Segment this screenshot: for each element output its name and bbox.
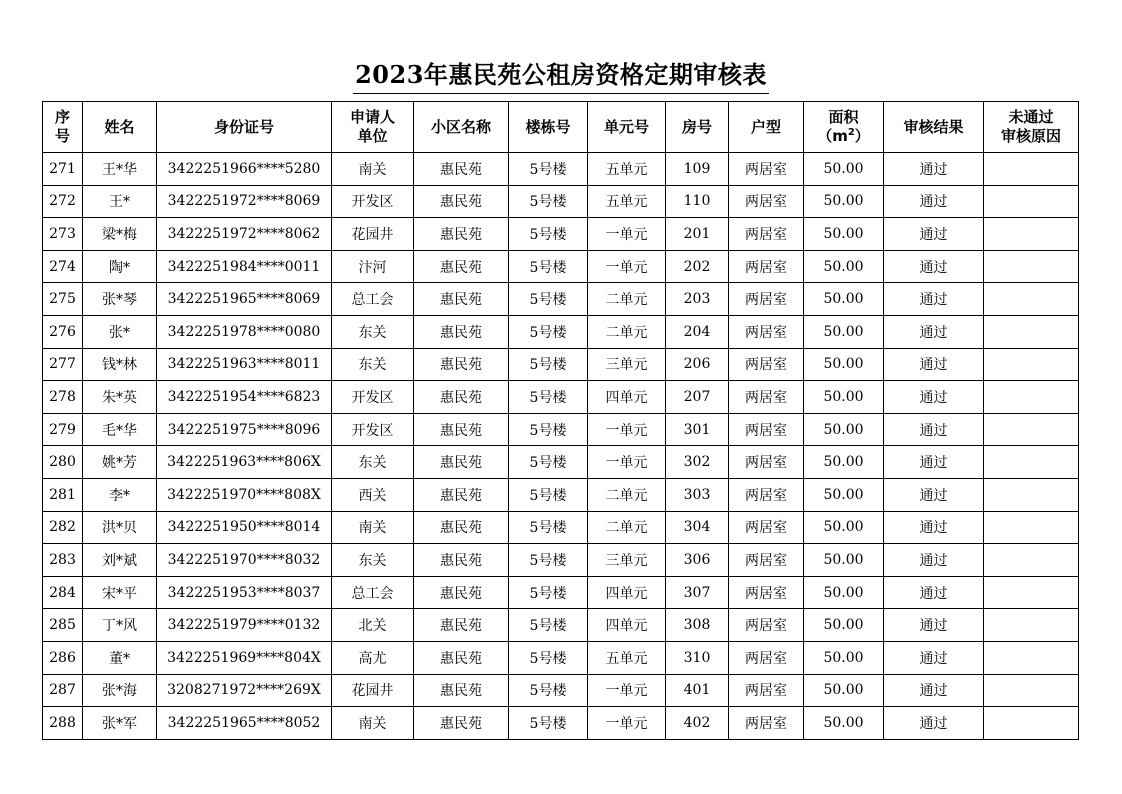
cell-name: 丁*风 — [83, 609, 157, 642]
cell-id-number: 3422251978****0080 — [157, 315, 332, 348]
table-row — [43, 283, 1079, 316]
cell-room: 402 — [666, 707, 729, 740]
cell-id-number: 3208271972****269X — [157, 674, 332, 707]
cell-id-number: 3422251972****8069 — [157, 185, 332, 218]
cell-area: 50.00 — [804, 609, 884, 642]
cell-unit: 东关 — [332, 315, 414, 348]
cell-unit-no: 五单元 — [588, 641, 666, 674]
cell-unit: 汴河 — [332, 250, 414, 283]
header-area-line2 — [804, 127, 883, 146]
cell-id-number: 3422251970****8032 — [157, 544, 332, 577]
cell-seq: 288 — [43, 707, 83, 740]
header-seq — [43, 102, 83, 153]
cell-name: 姚*芳 — [83, 446, 157, 479]
cell-name: 董* — [83, 641, 157, 674]
cell-room: 306 — [666, 544, 729, 577]
cell-building: 5号楼 — [509, 250, 588, 283]
table-body — [43, 153, 1079, 740]
cell-room: 304 — [666, 511, 729, 544]
cell-name: 刘*斌 — [83, 544, 157, 577]
header-unit-line1: 申请人 — [349, 108, 395, 126]
cell-room: 201 — [666, 218, 729, 251]
cell-unit: 北关 — [332, 609, 414, 642]
cell-building: 5号楼 — [509, 185, 588, 218]
cell-house-type: 两居室 — [729, 446, 804, 479]
cell-unit: 总工会 — [332, 283, 414, 316]
cell-seq: 271 — [43, 153, 83, 186]
header-unit-no: 单元号 — [588, 102, 666, 153]
cell-unit: 高尤 — [332, 641, 414, 674]
cell-reason — [984, 544, 1079, 577]
cell-reason — [984, 153, 1079, 186]
cell-name: 张* — [83, 315, 157, 348]
cell-reason — [984, 413, 1079, 446]
cell-reason — [984, 576, 1079, 609]
cell-building: 5号楼 — [509, 283, 588, 316]
cell-area: 50.00 — [804, 315, 884, 348]
cell-room: 206 — [666, 348, 729, 381]
cell-unit-no: 三单元 — [588, 348, 666, 381]
cell-building: 5号楼 — [509, 641, 588, 674]
table-row — [43, 381, 1079, 414]
cell-room: 109 — [666, 153, 729, 186]
cell-name: 李* — [83, 478, 157, 511]
cell-result: 通过 — [884, 544, 984, 577]
header-result: 审核结果 — [884, 102, 984, 153]
cell-building: 5号楼 — [509, 576, 588, 609]
cell-community: 惠民苑 — [414, 315, 509, 348]
cell-reason — [984, 511, 1079, 544]
cell-building: 5号楼 — [509, 348, 588, 381]
cell-unit-no: 二单元 — [588, 478, 666, 511]
cell-name: 陶* — [83, 250, 157, 283]
cell-building: 5号楼 — [509, 218, 588, 251]
cell-name: 毛*华 — [83, 413, 157, 446]
cell-name: 张*军 — [83, 707, 157, 740]
cell-seq: 275 — [43, 283, 83, 316]
cell-id-number: 3422251963****8011 — [157, 348, 332, 381]
cell-reason — [984, 381, 1079, 414]
header-reason — [984, 102, 1079, 153]
cell-id-number: 3422251984****0011 — [157, 250, 332, 283]
cell-seq: 282 — [43, 511, 83, 544]
cell-area: 50.00 — [804, 544, 884, 577]
header-area-close: ） — [854, 127, 870, 145]
cell-house-type: 两居室 — [729, 609, 804, 642]
cell-unit: 花园井 — [332, 218, 414, 251]
cell-community: 惠民苑 — [414, 283, 509, 316]
cell-room: 308 — [666, 609, 729, 642]
cell-name: 朱*英 — [83, 381, 157, 414]
cell-area: 50.00 — [804, 511, 884, 544]
cell-reason — [984, 707, 1079, 740]
cell-result: 通过 — [884, 283, 984, 316]
cell-room: 203 — [666, 283, 729, 316]
cell-id-number: 3422251979****0132 — [157, 609, 332, 642]
cell-id-number: 3422251950****8014 — [157, 511, 332, 544]
cell-result: 通过 — [884, 315, 984, 348]
cell-seq: 281 — [43, 478, 83, 511]
cell-house-type: 两居室 — [729, 315, 804, 348]
cell-area: 50.00 — [804, 674, 884, 707]
cell-room: 202 — [666, 250, 729, 283]
cell-area: 50.00 — [804, 641, 884, 674]
cell-result: 通过 — [884, 511, 984, 544]
cell-result: 通过 — [884, 348, 984, 381]
cell-reason — [984, 641, 1079, 674]
cell-name: 张*海 — [83, 674, 157, 707]
header-row — [43, 102, 1079, 153]
cell-community: 惠民苑 — [414, 446, 509, 479]
cell-community: 惠民苑 — [414, 185, 509, 218]
cell-area: 50.00 — [804, 348, 884, 381]
cell-reason — [984, 609, 1079, 642]
cell-result: 通过 — [884, 609, 984, 642]
cell-seq: 278 — [43, 381, 83, 414]
cell-seq: 274 — [43, 250, 83, 283]
header-house-type: 户型 — [729, 102, 804, 153]
cell-seq: 283 — [43, 544, 83, 577]
cell-unit-no: 五单元 — [588, 185, 666, 218]
cell-name: 洪*贝 — [83, 511, 157, 544]
cell-reason — [984, 185, 1079, 218]
cell-building: 5号楼 — [509, 544, 588, 577]
cell-unit: 总工会 — [332, 576, 414, 609]
cell-id-number: 3422251963****806X — [157, 446, 332, 479]
cell-area: 50.00 — [804, 478, 884, 511]
table-row — [43, 641, 1079, 674]
cell-community: 惠民苑 — [414, 641, 509, 674]
cell-seq: 284 — [43, 576, 83, 609]
cell-unit: 开发区 — [332, 381, 414, 414]
cell-name: 钱*林 — [83, 348, 157, 381]
header-building: 楼栋号 — [509, 102, 588, 153]
cell-result: 通过 — [884, 641, 984, 674]
header-seq-line1: 序 — [54, 108, 70, 126]
cell-building: 5号楼 — [509, 478, 588, 511]
header-community: 小区名称 — [414, 102, 509, 153]
cell-unit: 南关 — [332, 511, 414, 544]
cell-building: 5号楼 — [509, 446, 588, 479]
table-row — [43, 576, 1079, 609]
table-row — [43, 185, 1079, 218]
header-id-number: 身份证号 — [157, 102, 332, 153]
cell-room: 310 — [666, 641, 729, 674]
cell-area: 50.00 — [804, 381, 884, 414]
cell-name: 梁*梅 — [83, 218, 157, 251]
cell-house-type: 两居室 — [729, 250, 804, 283]
cell-reason — [984, 446, 1079, 479]
cell-community: 惠民苑 — [414, 218, 509, 251]
cell-room: 307 — [666, 576, 729, 609]
cell-building: 5号楼 — [509, 413, 588, 446]
cell-area: 50.00 — [804, 250, 884, 283]
cell-unit: 南关 — [332, 153, 414, 186]
header-unit-line2: 单位 — [357, 127, 388, 145]
cell-community: 惠民苑 — [414, 707, 509, 740]
table-row — [43, 511, 1079, 544]
cell-seq: 276 — [43, 315, 83, 348]
cell-id-number: 3422251975****8096 — [157, 413, 332, 446]
cell-unit: 东关 — [332, 544, 414, 577]
page-title — [0, 58, 1122, 94]
cell-seq: 285 — [43, 609, 83, 642]
cell-unit: 开发区 — [332, 413, 414, 446]
cell-unit-no: 二单元 — [588, 315, 666, 348]
cell-seq: 280 — [43, 446, 83, 479]
cell-area: 50.00 — [804, 283, 884, 316]
cell-seq: 277 — [43, 348, 83, 381]
cell-room: 204 — [666, 315, 729, 348]
cell-reason — [984, 315, 1079, 348]
cell-unit: 西关 — [332, 478, 414, 511]
header-reason-line1: 未通过 — [1008, 108, 1054, 126]
table-row — [43, 707, 1079, 740]
cell-id-number: 3422251969****804X — [157, 641, 332, 674]
cell-unit-no: 二单元 — [588, 511, 666, 544]
cell-unit-no: 四单元 — [588, 381, 666, 414]
header-name: 姓名 — [83, 102, 157, 153]
header-area — [804, 102, 884, 153]
table-row — [43, 315, 1079, 348]
cell-name: 王*华 — [83, 153, 157, 186]
cell-unit-no: 四单元 — [588, 609, 666, 642]
title-text: 2023年惠民苑公租房资格定期审核表 — [353, 58, 769, 94]
cell-result: 通过 — [884, 707, 984, 740]
cell-unit-no: 三单元 — [588, 544, 666, 577]
cell-name: 张*琴 — [83, 283, 157, 316]
cell-community: 惠民苑 — [414, 576, 509, 609]
cell-community: 惠民苑 — [414, 544, 509, 577]
table-row — [43, 218, 1079, 251]
table-row — [43, 446, 1079, 479]
cell-reason — [984, 250, 1079, 283]
cell-house-type: 两居室 — [729, 641, 804, 674]
table-row — [43, 348, 1079, 381]
cell-area: 50.00 — [804, 576, 884, 609]
table-row — [43, 413, 1079, 446]
cell-seq: 286 — [43, 641, 83, 674]
cell-building: 5号楼 — [509, 511, 588, 544]
cell-community: 惠民苑 — [414, 413, 509, 446]
cell-house-type: 两居室 — [729, 576, 804, 609]
cell-id-number: 3422251953****8037 — [157, 576, 332, 609]
cell-community: 惠民苑 — [414, 478, 509, 511]
cell-result: 通过 — [884, 576, 984, 609]
cell-building: 5号楼 — [509, 609, 588, 642]
cell-building: 5号楼 — [509, 315, 588, 348]
cell-area: 50.00 — [804, 185, 884, 218]
cell-name: 宋*平 — [83, 576, 157, 609]
cell-house-type: 两居室 — [729, 283, 804, 316]
table-row — [43, 153, 1079, 186]
cell-unit-no: 二单元 — [588, 283, 666, 316]
cell-building: 5号楼 — [509, 153, 588, 186]
cell-unit-no: 一单元 — [588, 707, 666, 740]
table-row — [43, 609, 1079, 642]
cell-house-type: 两居室 — [729, 707, 804, 740]
table-row — [43, 478, 1079, 511]
header-reason-line2: 审核原因 — [1000, 127, 1061, 145]
table-header — [43, 102, 1079, 153]
cell-house-type: 两居室 — [729, 674, 804, 707]
cell-unit-no: 一单元 — [588, 446, 666, 479]
cell-community: 惠民苑 — [414, 153, 509, 186]
cell-house-type: 两居室 — [729, 185, 804, 218]
cell-community: 惠民苑 — [414, 674, 509, 707]
cell-area: 50.00 — [804, 413, 884, 446]
cell-room: 302 — [666, 446, 729, 479]
cell-result: 通过 — [884, 478, 984, 511]
cell-seq: 287 — [43, 674, 83, 707]
cell-unit-no: 一单元 — [588, 674, 666, 707]
header-area-unit: （m — [817, 127, 848, 145]
cell-name: 王* — [83, 185, 157, 218]
table-row — [43, 250, 1079, 283]
cell-reason — [984, 218, 1079, 251]
cell-id-number: 3422251965****8069 — [157, 283, 332, 316]
cell-unit: 花园井 — [332, 674, 414, 707]
cell-house-type: 两居室 — [729, 381, 804, 414]
header-seq-line2: 号 — [54, 127, 70, 145]
cell-result: 通过 — [884, 381, 984, 414]
table-row — [43, 544, 1079, 577]
cell-room: 207 — [666, 381, 729, 414]
cell-unit: 开发区 — [332, 185, 414, 218]
cell-id-number: 3422251970****808X — [157, 478, 332, 511]
cell-community: 惠民苑 — [414, 511, 509, 544]
cell-area: 50.00 — [804, 446, 884, 479]
cell-building: 5号楼 — [509, 707, 588, 740]
cell-seq: 279 — [43, 413, 83, 446]
cell-id-number: 3422251966****5280 — [157, 153, 332, 186]
cell-seq: 272 — [43, 185, 83, 218]
cell-reason — [984, 348, 1079, 381]
cell-room: 303 — [666, 478, 729, 511]
cell-result: 通过 — [884, 446, 984, 479]
cell-result: 通过 — [884, 185, 984, 218]
cell-id-number: 3422251972****8062 — [157, 218, 332, 251]
cell-unit: 东关 — [332, 348, 414, 381]
cell-house-type: 两居室 — [729, 218, 804, 251]
cell-id-number: 3422251965****8052 — [157, 707, 332, 740]
cell-community: 惠民苑 — [414, 609, 509, 642]
cell-building: 5号楼 — [509, 674, 588, 707]
cell-area: 50.00 — [804, 707, 884, 740]
header-area-sup: 2 — [847, 127, 855, 138]
header-area-line1: 面积 — [828, 108, 859, 126]
cell-unit-no: 一单元 — [588, 413, 666, 446]
cell-seq: 273 — [43, 218, 83, 251]
cell-house-type: 两居室 — [729, 153, 804, 186]
review-table — [42, 101, 1079, 740]
cell-result: 通过 — [884, 413, 984, 446]
cell-result: 通过 — [884, 250, 984, 283]
cell-unit-no: 四单元 — [588, 576, 666, 609]
cell-room: 301 — [666, 413, 729, 446]
cell-building: 5号楼 — [509, 381, 588, 414]
cell-area: 50.00 — [804, 153, 884, 186]
cell-result: 通过 — [884, 153, 984, 186]
cell-house-type: 两居室 — [729, 413, 804, 446]
cell-house-type: 两居室 — [729, 478, 804, 511]
cell-reason — [984, 478, 1079, 511]
cell-room: 110 — [666, 185, 729, 218]
header-room: 房号 — [666, 102, 729, 153]
cell-area: 50.00 — [804, 218, 884, 251]
cell-community: 惠民苑 — [414, 348, 509, 381]
cell-unit: 东关 — [332, 446, 414, 479]
cell-house-type: 两居室 — [729, 544, 804, 577]
cell-room: 401 — [666, 674, 729, 707]
cell-unit-no: 五单元 — [588, 153, 666, 186]
cell-house-type: 两居室 — [729, 348, 804, 381]
cell-unit-no: 一单元 — [588, 250, 666, 283]
cell-community: 惠民苑 — [414, 381, 509, 414]
cell-result: 通过 — [884, 218, 984, 251]
cell-reason — [984, 674, 1079, 707]
cell-house-type: 两居室 — [729, 511, 804, 544]
cell-id-number: 3422251954****6823 — [157, 381, 332, 414]
cell-unit-no: 一单元 — [588, 218, 666, 251]
cell-result: 通过 — [884, 674, 984, 707]
cell-unit: 南关 — [332, 707, 414, 740]
cell-community: 惠民苑 — [414, 250, 509, 283]
table-row — [43, 674, 1079, 707]
header-unit — [332, 102, 414, 153]
cell-reason — [984, 283, 1079, 316]
